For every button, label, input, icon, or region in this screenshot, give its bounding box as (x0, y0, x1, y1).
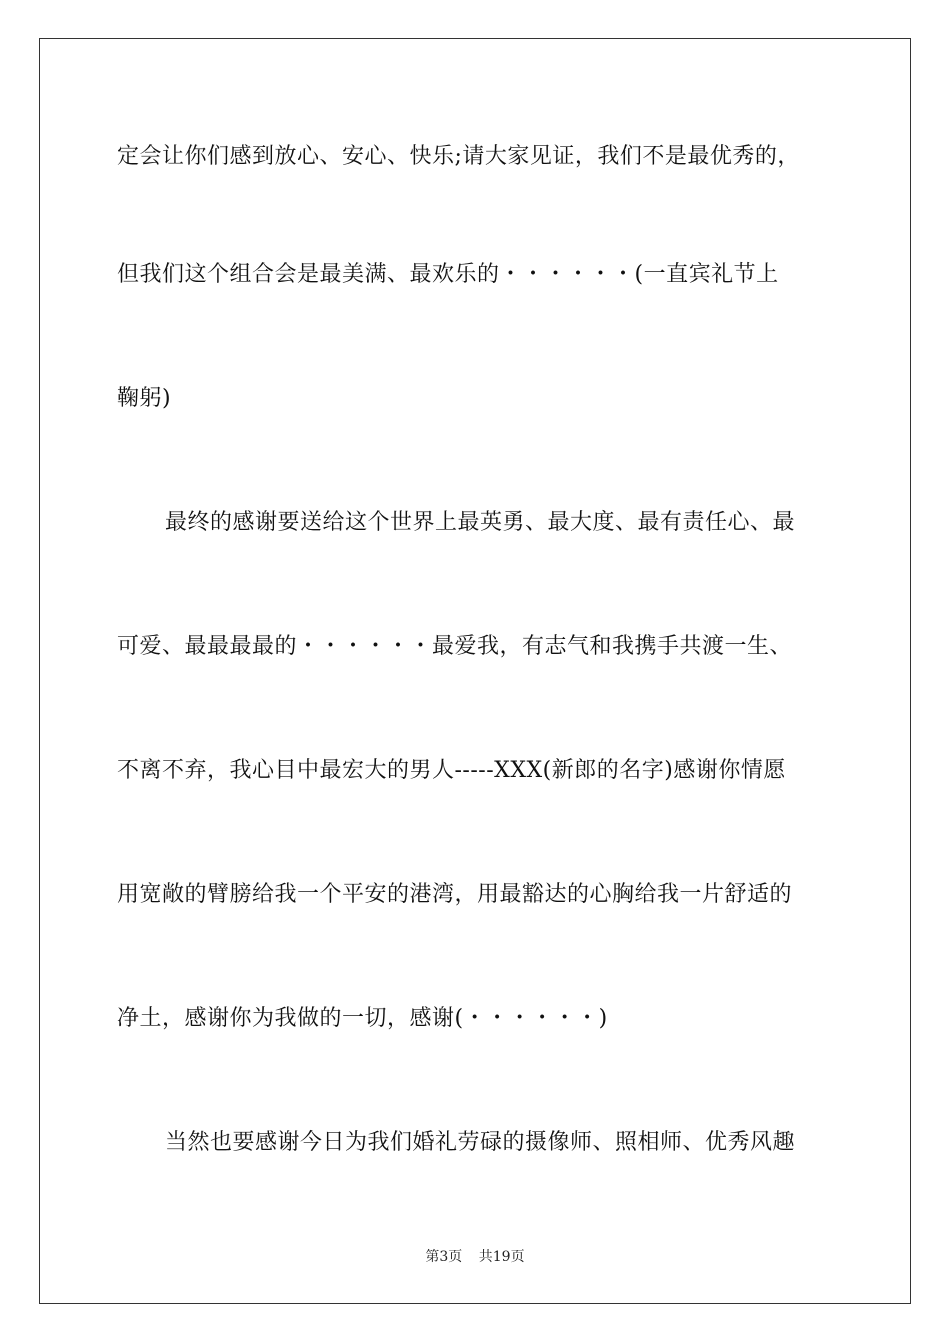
page-total: 共19页 (478, 1249, 525, 1265)
text-line-3: 鞠躬) (117, 386, 172, 411)
text-line-4: 最终的感谢要送给这个世界上最英勇、最大度、最有责任心、最 (165, 510, 796, 535)
text-line-1: 定会让你们感到放心、安心、快乐;请大家见证，我们不是最优秀的， (117, 144, 800, 169)
text-line-8: 净土，感谢你为我做的一切，感谢(・・・・・・) (117, 1006, 608, 1031)
text-line-5: 可爱、最最最最的・・・・・・最爱我，有志气和我携手共渡一生、 (117, 634, 793, 659)
page-border (39, 38, 911, 1304)
text-line-9: 当然也要感谢今日为我们婚礼劳碌的摄像师、照相师、优秀风趣 (165, 1130, 796, 1155)
page-number: 第3页 (425, 1249, 463, 1265)
text-line-6: 不离不弃，我心目中最宏大的男人-----XXX(新郎的名字)感谢你情愿 (117, 758, 786, 783)
text-line-2: 但我们这个组合会是最美满、最欢乐的・・・・・・(一直宾礼节上 (117, 262, 779, 287)
page-footer (0, 1246, 950, 1266)
text-line-7: 用宽敞的臂膀给我一个平安的港湾，用最豁达的心胸给我一片舒适的 (117, 882, 793, 907)
